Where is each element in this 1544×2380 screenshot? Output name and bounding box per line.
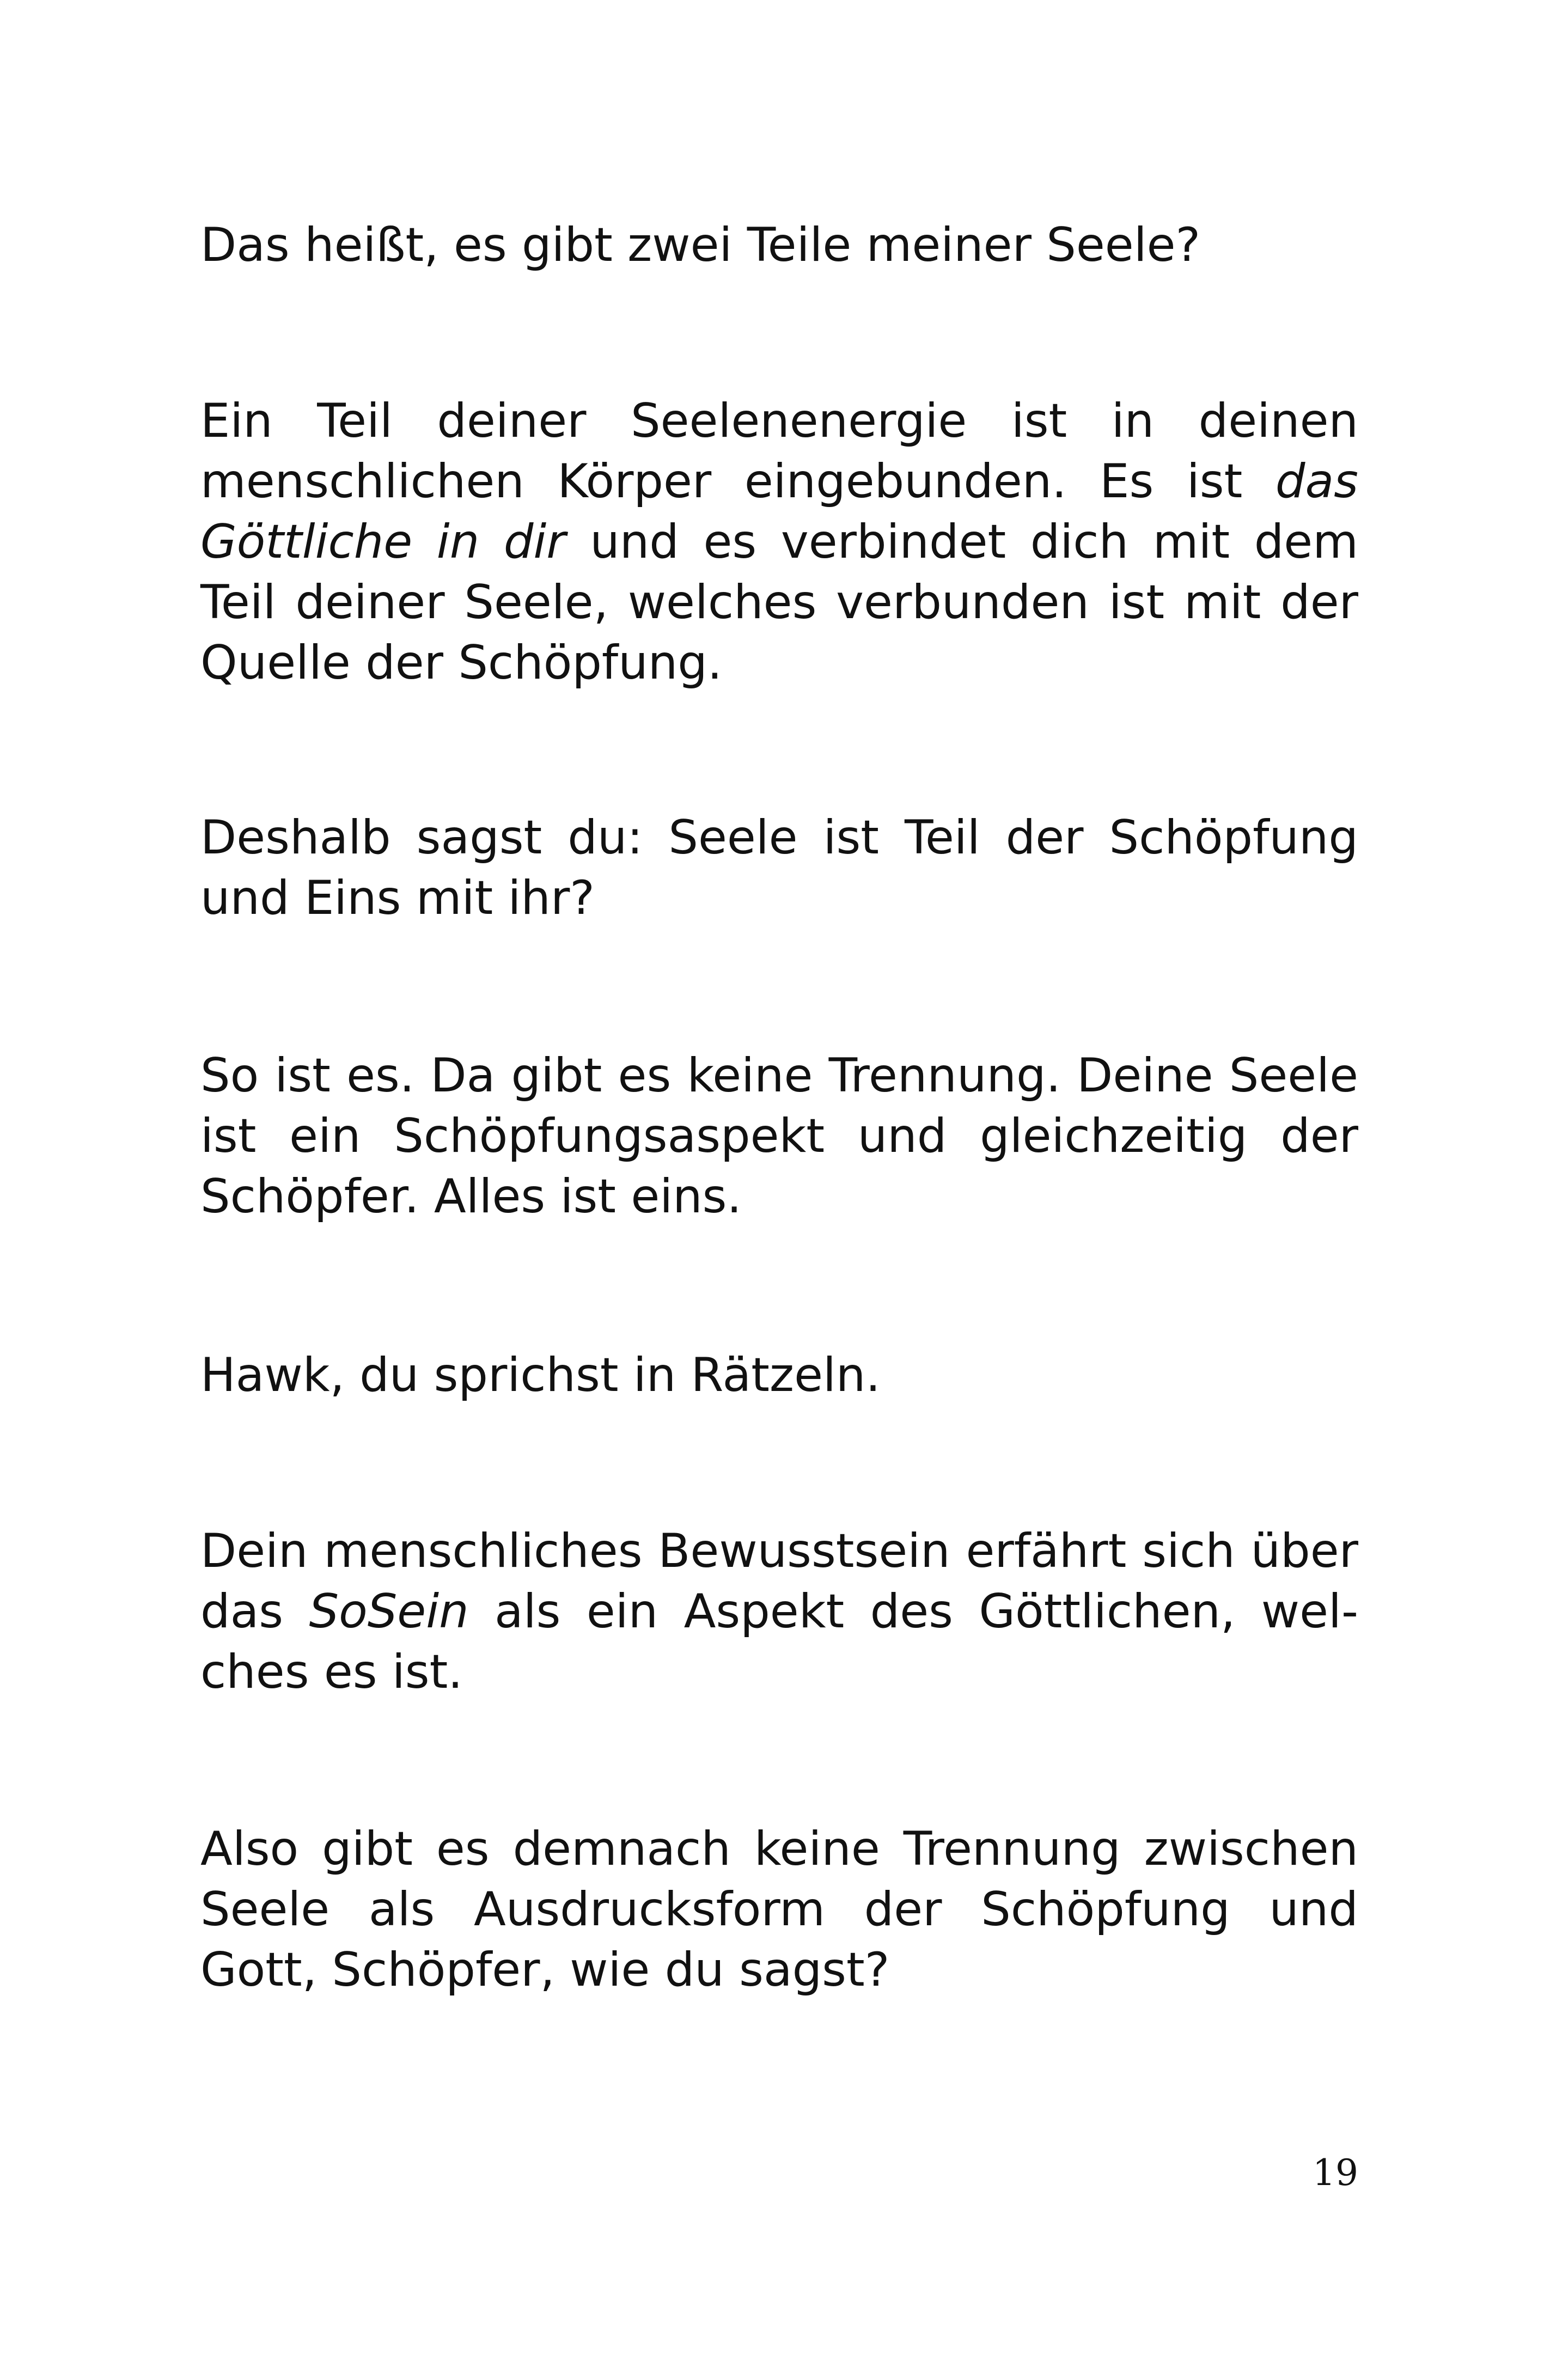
paragraph-soul-energy-text-a: Ein Teil deiner Seelenenergie ist in deinen menschlichen Körper eingebunden. Es ist: [200, 394, 1358, 509]
paragraph-human-consciousness-text-b: als ein Aspekt des Göttlichen, welches es ist.: [200, 1584, 1358, 1699]
paragraph-human-consciousness-emphasis: SoSein: [309, 1584, 469, 1639]
paragraph-human-consciousness-text-a: Dein menschliches Bewusstsein erfährt sich über das: [200, 1524, 1358, 1639]
paragraph-soul-energy: [200, 391, 1358, 693]
page-number: 19: [1313, 2152, 1358, 2194]
paragraph-soul-energy-text-b: und es verbindet dich mit dem Teil deiner Seele, welches verbunden ist mit der Quelle der Schöpfung.: [200, 515, 1358, 690]
paragraph-question-soul-creation: Deshalb sagst du: Seele ist Teil der Schöpfung und Eins mit ihr?: [200, 810, 1358, 925]
paragraph-riddles: Hawk, du sprichst in Rätzeln.: [200, 1348, 881, 1402]
paragraph-question-god-creator: Also gibt es demnach keine Trennung zwischen Seele als Ausdrucksform der Schöpfung und Gott, Schöpfer, wie du sagst?: [200, 1822, 1358, 1997]
paragraph-soul-energy-emphasis: das Göttliche in dir: [200, 454, 1358, 569]
paragraph-no-separation: So ist es. Da gibt es keine Trennung. Deine Seele ist ein Schöpfungsaspekt und gleichzeitig der Schöpfer. Alles ist eins.: [200, 1048, 1358, 1224]
paragraph-human-consciousness: [200, 1521, 1358, 1702]
paragraph-question-two-parts: Das heißt, es gibt zwei Teile meiner Seele?: [200, 218, 1201, 272]
